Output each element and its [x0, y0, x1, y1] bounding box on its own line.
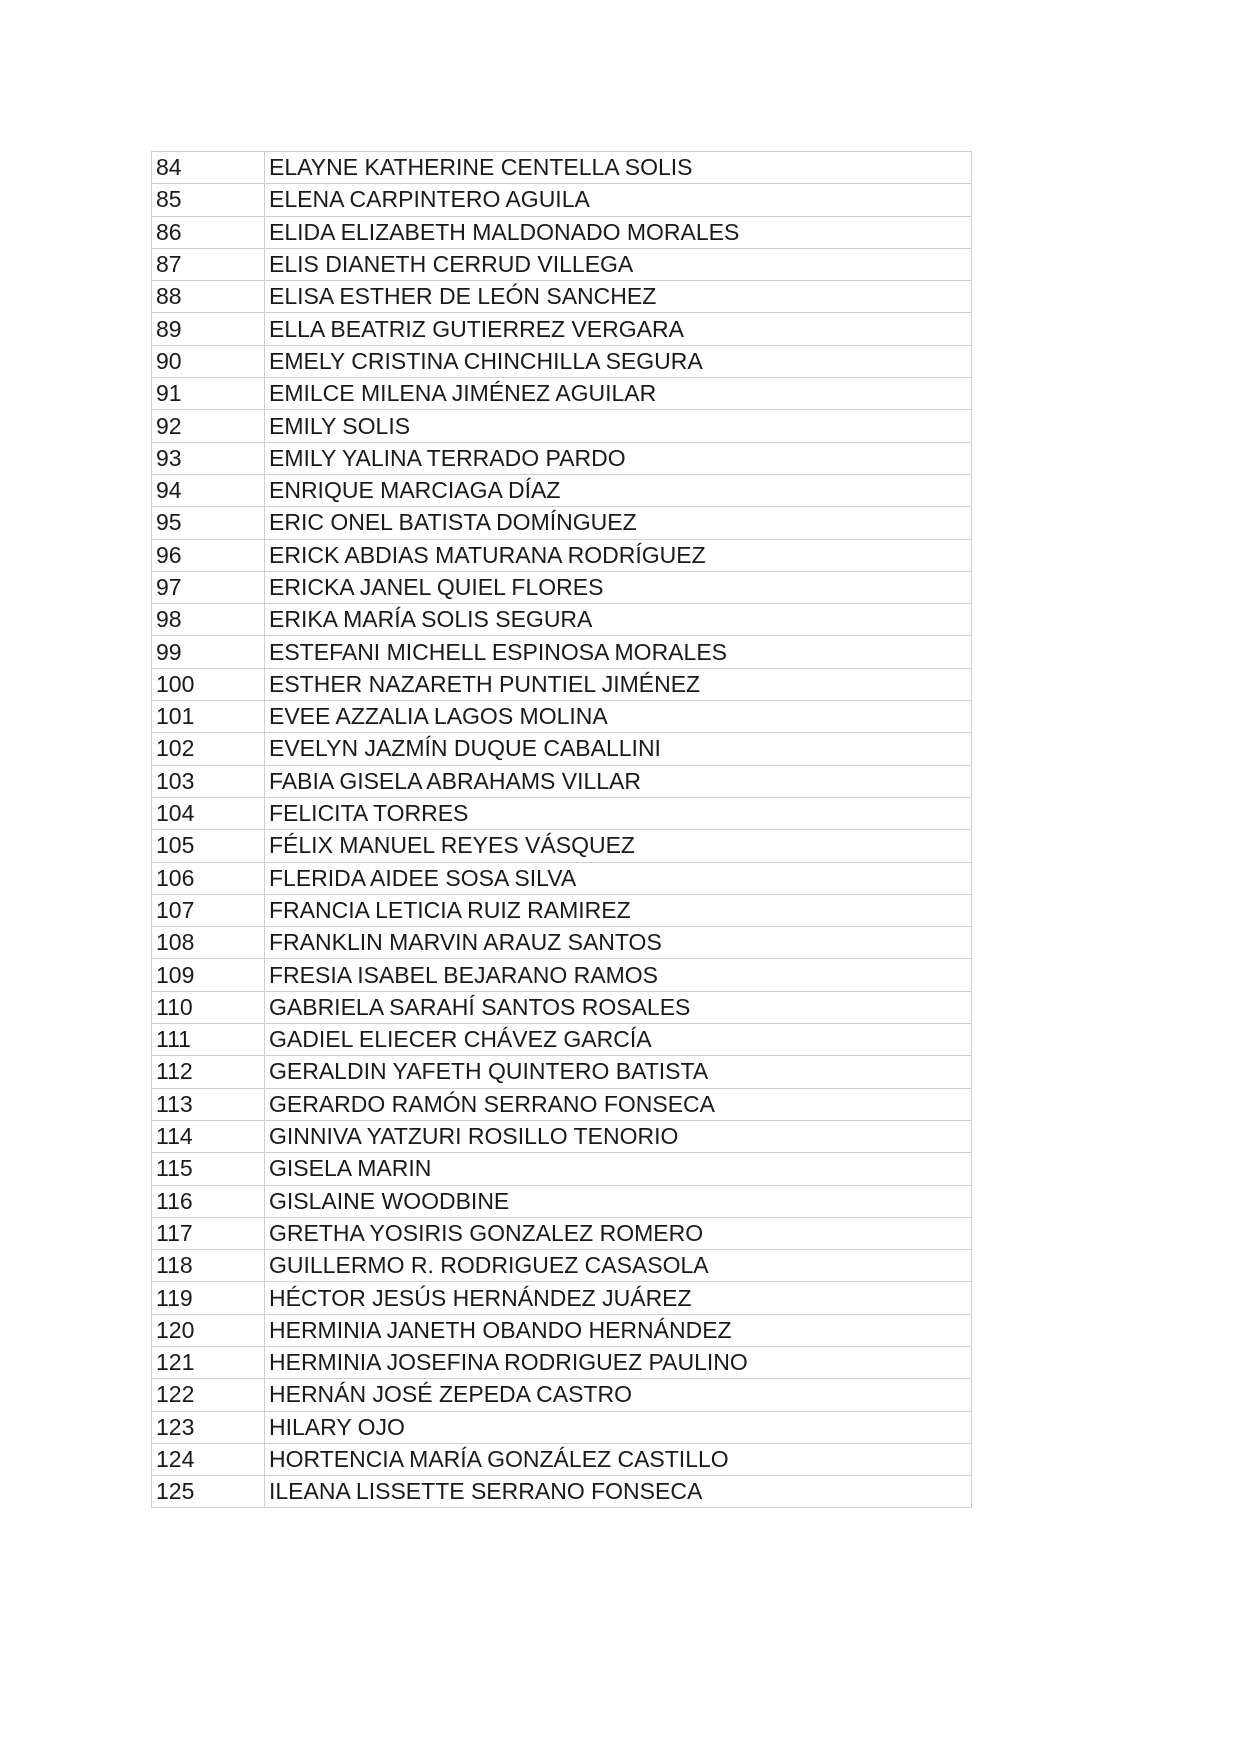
- row-number-cell: 92: [152, 410, 265, 442]
- name-cell: ERIC ONEL BATISTA DOMÍNGUEZ: [265, 507, 972, 539]
- table-row: [152, 442, 972, 474]
- table-row: [152, 507, 972, 539]
- row-number-cell: 123: [152, 1411, 265, 1443]
- names-table-body: [152, 152, 972, 1508]
- table-row: [152, 1185, 972, 1217]
- table-row: [152, 184, 972, 216]
- row-number-cell: 119: [152, 1282, 265, 1314]
- name-cell: FÉLIX MANUEL REYES VÁSQUEZ: [265, 830, 972, 862]
- table-row: [152, 1250, 972, 1282]
- name-cell: HÉCTOR JESÚS HERNÁNDEZ JUÁREZ: [265, 1282, 972, 1314]
- name-cell: GADIEL ELIECER CHÁVEZ GARCÍA: [265, 1024, 972, 1056]
- row-number-cell: 101: [152, 701, 265, 733]
- table-row: [152, 797, 972, 829]
- name-cell: GERARDO RAMÓN SERRANO FONSECA: [265, 1088, 972, 1120]
- row-number-cell: 105: [152, 830, 265, 862]
- name-cell: GINNIVA YATZURI ROSILLO TENORIO: [265, 1120, 972, 1152]
- row-number-cell: 88: [152, 281, 265, 313]
- name-cell: GISLAINE WOODBINE: [265, 1185, 972, 1217]
- row-number-cell: 125: [152, 1476, 265, 1508]
- name-cell: FLERIDA AIDEE SOSA SILVA: [265, 862, 972, 894]
- table-row: [152, 313, 972, 345]
- row-number-cell: 100: [152, 668, 265, 700]
- table-row: [152, 410, 972, 442]
- name-cell: FRESIA ISABEL BEJARANO RAMOS: [265, 959, 972, 991]
- name-cell: GABRIELA SARAHÍ SANTOS ROSALES: [265, 991, 972, 1023]
- table-row: [152, 1120, 972, 1152]
- row-number-cell: 103: [152, 765, 265, 797]
- name-cell: ESTEFANI MICHELL ESPINOSA MORALES: [265, 636, 972, 668]
- row-number-cell: 121: [152, 1346, 265, 1378]
- table-row: [152, 959, 972, 991]
- table-row: [152, 345, 972, 377]
- table-row: [152, 668, 972, 700]
- name-cell: ELLA BEATRIZ GUTIERREZ VERGARA: [265, 313, 972, 345]
- table-row: [152, 571, 972, 603]
- name-cell: EMILY YALINA TERRADO PARDO: [265, 442, 972, 474]
- row-number-cell: 89: [152, 313, 265, 345]
- name-cell: FRANKLIN MARVIN ARAUZ SANTOS: [265, 927, 972, 959]
- name-cell: EVELYN JAZMÍN DUQUE CABALLINI: [265, 733, 972, 765]
- table-row: [152, 539, 972, 571]
- table-row: [152, 636, 972, 668]
- name-cell: GUILLERMO R. RODRIGUEZ CASASOLA: [265, 1250, 972, 1282]
- name-cell: ELAYNE KATHERINE CENTELLA SOLIS: [265, 152, 972, 184]
- row-number-cell: 120: [152, 1314, 265, 1346]
- table-row: [152, 862, 972, 894]
- row-number-cell: 116: [152, 1185, 265, 1217]
- row-number-cell: 118: [152, 1250, 265, 1282]
- name-cell: FELICITA TORRES: [265, 797, 972, 829]
- table-row: [152, 1282, 972, 1314]
- name-cell: FABIA GISELA ABRAHAMS VILLAR: [265, 765, 972, 797]
- table-row: [152, 248, 972, 280]
- row-number-cell: 106: [152, 862, 265, 894]
- name-cell: HORTENCIA MARÍA GONZÁLEZ CASTILLO: [265, 1443, 972, 1475]
- row-number-cell: 113: [152, 1088, 265, 1120]
- row-number-cell: 108: [152, 927, 265, 959]
- name-cell: EVEE AZZALIA LAGOS MOLINA: [265, 701, 972, 733]
- row-number-cell: 93: [152, 442, 265, 474]
- name-cell: ERIKA MARÍA SOLIS SEGURA: [265, 604, 972, 636]
- table-row: [152, 1088, 972, 1120]
- row-number-cell: 85: [152, 184, 265, 216]
- table-row: [152, 474, 972, 506]
- name-cell: EMILCE MILENA JIMÉNEZ AGUILAR: [265, 378, 972, 410]
- row-number-cell: 95: [152, 507, 265, 539]
- row-number-cell: 90: [152, 345, 265, 377]
- row-number-cell: 96: [152, 539, 265, 571]
- table-row: [152, 1379, 972, 1411]
- name-cell: HERNÁN JOSÉ ZEPEDA CASTRO: [265, 1379, 972, 1411]
- row-number-cell: 91: [152, 378, 265, 410]
- name-cell: ELISA ESTHER DE LEÓN SANCHEZ: [265, 281, 972, 313]
- table-row: [152, 1443, 972, 1475]
- table-row: [152, 281, 972, 313]
- table-row: [152, 1411, 972, 1443]
- row-number-cell: 98: [152, 604, 265, 636]
- table-row: [152, 604, 972, 636]
- table-row: [152, 1217, 972, 1249]
- row-number-cell: 112: [152, 1056, 265, 1088]
- name-cell: GERALDIN YAFETH QUINTERO BATISTA: [265, 1056, 972, 1088]
- row-number-cell: 102: [152, 733, 265, 765]
- row-number-cell: 110: [152, 991, 265, 1023]
- name-cell: EMELY CRISTINA CHINCHILLA SEGURA: [265, 345, 972, 377]
- table-row: [152, 1056, 972, 1088]
- name-cell: GISELA MARIN: [265, 1153, 972, 1185]
- name-cell: ESTHER NAZARETH PUNTIEL JIMÉNEZ: [265, 668, 972, 700]
- name-cell: ELENA CARPINTERO AGUILA: [265, 184, 972, 216]
- row-number-cell: 99: [152, 636, 265, 668]
- row-number-cell: 124: [152, 1443, 265, 1475]
- table-row: [152, 1024, 972, 1056]
- row-number-cell: 87: [152, 248, 265, 280]
- table-row: [152, 894, 972, 926]
- table-row: [152, 830, 972, 862]
- row-number-cell: 104: [152, 797, 265, 829]
- name-cell: ELIS DIANETH CERRUD VILLEGA: [265, 248, 972, 280]
- table-row: [152, 765, 972, 797]
- table-row: [152, 1476, 972, 1508]
- row-number-cell: 94: [152, 474, 265, 506]
- name-cell: HERMINIA JOSEFINA RODRIGUEZ PAULINO: [265, 1346, 972, 1378]
- names-table: [151, 151, 972, 1508]
- table-row: [152, 1153, 972, 1185]
- name-cell: ILEANA LISSETTE SERRANO FONSECA: [265, 1476, 972, 1508]
- row-number-cell: 86: [152, 216, 265, 248]
- row-number-cell: 107: [152, 894, 265, 926]
- row-number-cell: 117: [152, 1217, 265, 1249]
- row-number-cell: 109: [152, 959, 265, 991]
- row-number-cell: 115: [152, 1153, 265, 1185]
- row-number-cell: 97: [152, 571, 265, 603]
- name-cell: GRETHA YOSIRIS GONZALEZ ROMERO: [265, 1217, 972, 1249]
- table-row: [152, 991, 972, 1023]
- name-cell: ERICKA JANEL QUIEL FLORES: [265, 571, 972, 603]
- table-row: [152, 733, 972, 765]
- name-cell: FRANCIA LETICIA RUIZ RAMIREZ: [265, 894, 972, 926]
- row-number-cell: 114: [152, 1120, 265, 1152]
- row-number-cell: 111: [152, 1024, 265, 1056]
- name-cell: HERMINIA JANETH OBANDO HERNÁNDEZ: [265, 1314, 972, 1346]
- name-cell: ENRIQUE MARCIAGA DÍAZ: [265, 474, 972, 506]
- table-row: [152, 216, 972, 248]
- name-cell: EMILY SOLIS: [265, 410, 972, 442]
- name-cell: ELIDA ELIZABETH MALDONADO MORALES: [265, 216, 972, 248]
- table-row: [152, 1346, 972, 1378]
- name-cell: ERICK ABDIAS MATURANA RODRÍGUEZ: [265, 539, 972, 571]
- table-row: [152, 152, 972, 184]
- row-number-cell: 84: [152, 152, 265, 184]
- table-row: [152, 1314, 972, 1346]
- table-row: [152, 701, 972, 733]
- row-number-cell: 122: [152, 1379, 265, 1411]
- name-cell: HILARY OJO: [265, 1411, 972, 1443]
- table-row: [152, 927, 972, 959]
- table-row: [152, 378, 972, 410]
